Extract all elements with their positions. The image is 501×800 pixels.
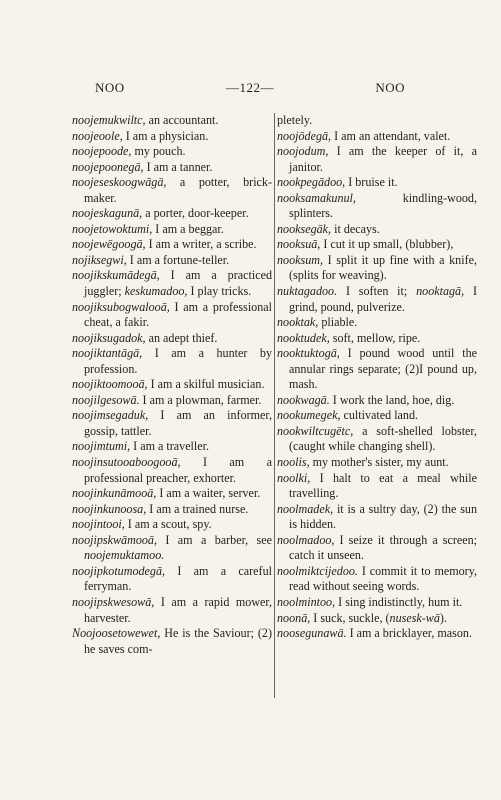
definition: I am the keeper of it, a janitor. <box>289 144 477 174</box>
headword: noolki, <box>277 470 311 485</box>
definition: I bruise it. <box>345 175 398 190</box>
dictionary-entry <box>72 144 272 160</box>
dictionary-entry <box>277 502 477 533</box>
dictionary-entry <box>277 315 477 331</box>
headword: noojepoode, <box>72 144 132 159</box>
headword: noojiktantāgā, <box>72 346 143 361</box>
headword: noolis, <box>277 455 310 470</box>
headword: nookwiltcugētc, <box>277 423 354 438</box>
dictionary-entry <box>72 486 272 502</box>
headword: nookpegādoo, <box>277 175 346 190</box>
headword: noojipskwāmooā, <box>72 532 157 547</box>
definition: I am an attendant, valet. <box>331 128 451 143</box>
headword: nooksuā, <box>277 237 321 252</box>
dictionary-entry <box>277 237 477 253</box>
headword: noonā, <box>277 610 311 625</box>
headword: noojipskwesowā, <box>72 594 155 609</box>
definition: a soft-shelled lobster, (caught while changing shell). <box>289 423 477 454</box>
definition: I am a writer, a scribe. <box>145 237 257 252</box>
definition: I am a scout, spy. <box>124 517 212 532</box>
definition: I am a beggar. <box>152 221 224 236</box>
definition: my mother's sister, my aunt. <box>309 455 449 470</box>
definition: I split it up fine with a knife, (splits for weaving). <box>289 252 477 283</box>
headword: noojiktoomooā, <box>72 377 148 392</box>
headword: noojōdegā, <box>277 128 332 143</box>
headword: noosegunawā. <box>277 626 347 641</box>
definition: it decays. <box>331 221 380 236</box>
definition: I am a careful ferryman. <box>84 563 272 594</box>
headword: noolmadoo, <box>277 532 335 547</box>
definition: I am a fortune-teller. <box>126 252 230 267</box>
dictionary-entry <box>277 253 477 284</box>
dictionary-entry <box>277 626 477 642</box>
headword: noojepoonegā, <box>72 159 144 174</box>
dictionary-entry <box>277 455 477 471</box>
headword: nojiksegwi, <box>72 252 127 267</box>
definition: I am a hunter by profession. <box>84 346 272 376</box>
definition-continued: I grind, pound, pulverize. <box>289 284 477 314</box>
definition: a porter, door-keeper. <box>142 206 249 221</box>
headword: nooksegāk, <box>277 221 332 236</box>
definition: cultivated land. <box>340 408 419 423</box>
dictionary-entry <box>72 408 272 439</box>
headword: noojilgesowā. <box>72 392 140 407</box>
headword: noojipkotumodegā, <box>72 563 166 578</box>
dictionary-entry <box>72 626 272 657</box>
headword: nooktak, <box>277 315 319 330</box>
definition: kindling-wood, splinters. <box>289 190 477 221</box>
dictionary-entry <box>72 346 272 377</box>
headword: noojeseskoogwāgā, <box>72 175 167 190</box>
cross-reference: nooktagā, <box>416 284 465 299</box>
definition: I cut it up small, (blubber), <box>320 237 454 252</box>
definition-continued: I play tricks. <box>187 284 252 299</box>
headword: noolmintoo, <box>277 594 336 609</box>
headword: noolmadek, <box>277 501 334 516</box>
definition: soft, mellow, ripe. <box>329 330 421 345</box>
dictionary-entry <box>277 564 477 595</box>
definition: an accountant. <box>145 113 219 127</box>
dictionary-entry <box>72 533 272 564</box>
definition: I commit it to memory, read without seeing words. <box>289 563 477 594</box>
headword: noojiksubogwalooā, <box>72 299 170 314</box>
headword: noojewēgoogā, <box>72 237 146 252</box>
headword: noojinkunāmooā, <box>72 486 157 501</box>
headword: noojimsegaduk, <box>72 408 149 423</box>
definition: I am a practiced juggler; <box>84 268 272 299</box>
dictionary-entry <box>72 393 272 409</box>
dictionary-entry <box>277 611 477 627</box>
headword: noojodum, <box>277 144 329 159</box>
definition: it is a sultry day, (2) the sun is hidden. <box>289 501 477 532</box>
headword: noojiksugadok, <box>72 330 146 345</box>
definition: I soften it; <box>337 284 417 299</box>
headword: noojikskumādegā, <box>72 268 160 283</box>
headword: nooksum, <box>277 252 324 267</box>
definition: I seize it through a screen; catch it unseen. <box>289 532 477 563</box>
running-header <box>95 80 405 102</box>
dictionary-entry <box>72 129 272 145</box>
headword: noolmiktcijedoo. <box>277 563 358 578</box>
definition: I am a professional cheat, a fakir. <box>84 299 272 330</box>
dictionary-entry <box>72 206 272 222</box>
dictionary-entry <box>72 502 272 518</box>
definition: I am a tanner. <box>143 159 213 174</box>
cross-reference: keskumadoo, <box>124 284 188 299</box>
definition: I am a professional preacher, exhorter. <box>84 455 272 485</box>
header-left-guideword: NOO <box>95 80 125 95</box>
page-number: —122— <box>226 80 274 95</box>
definition: an adept thief. <box>145 330 218 345</box>
dictionary-entry <box>277 424 477 455</box>
dictionary-entry <box>72 564 272 595</box>
dictionary-entry <box>277 533 477 564</box>
dictionary-entry <box>277 595 477 611</box>
headword: noojeoole, <box>72 128 123 143</box>
headword: Noojoosetowewet, <box>72 626 161 641</box>
dictionary-entry <box>72 222 272 238</box>
dictionary-entry <box>72 331 272 347</box>
headword: noojeskagunā, <box>72 206 143 221</box>
definition: I work the land, hoe, dig. <box>329 392 455 407</box>
definition: I am a rapid mower, harvester. <box>84 594 272 625</box>
cross-reference: nusesk-wā <box>389 610 440 625</box>
headword: nookwagā. <box>277 392 330 407</box>
dictionary-entry <box>277 284 477 315</box>
dictionary-entry <box>72 268 272 299</box>
definition: I am a traveller. <box>130 439 210 454</box>
headword: nuktagadoo. <box>277 284 338 299</box>
cross-reference: noojemuktamoo. <box>84 548 165 563</box>
definition: He is the Saviour; (2) he saves com- <box>84 626 272 656</box>
headword: nooktuktogā, <box>277 346 340 361</box>
dictionary-entry <box>277 113 477 129</box>
definition: pletely. <box>277 113 313 127</box>
left-column <box>72 113 275 698</box>
headword: noojinkunoosa, <box>72 501 147 516</box>
definition: I suck, suckle, ( <box>310 610 390 625</box>
dictionary-entry <box>277 471 477 502</box>
dictionary-entry <box>72 175 272 206</box>
dictionary-entry <box>72 253 272 269</box>
headword: noojetowoktumi, <box>72 221 153 236</box>
definition: I am a physician. <box>122 128 209 143</box>
dictionary-entry <box>277 222 477 238</box>
dictionary-entry <box>277 191 477 222</box>
definition: I am a trained nurse. <box>146 501 249 516</box>
right-column <box>277 113 477 642</box>
dictionary-entry <box>277 346 477 393</box>
definition: pliable. <box>318 315 358 330</box>
definition: a potter, brick-maker. <box>84 175 272 205</box>
definition: I am a waiter, server. <box>156 486 261 501</box>
headword: noojinsutooaboogooā, <box>72 455 181 470</box>
definition: I halt to eat a meal while travelling. <box>289 470 477 501</box>
dictionary-entry <box>277 175 477 191</box>
definition-continued: ). <box>439 610 447 625</box>
definition: I am a bricklayer, mason. <box>346 626 472 641</box>
dictionary-entry <box>72 377 272 393</box>
dictionary-entry <box>277 331 477 347</box>
dictionary-entry <box>277 144 477 175</box>
header-right-guideword: NOO <box>375 80 405 95</box>
definition: my pouch. <box>131 144 186 159</box>
headword: noojimtumi, <box>72 439 131 454</box>
dictionary-entry <box>72 595 272 626</box>
headword: noojintooi, <box>72 517 125 532</box>
dictionary-entry <box>277 408 477 424</box>
headword: nooktudek, <box>277 330 330 345</box>
dictionary-entry <box>72 455 272 486</box>
definition: I am a skilful musician. <box>147 377 265 392</box>
definition: I am an informer, gossip, tattler. <box>84 408 272 438</box>
dictionary-entry <box>72 517 272 533</box>
dictionary-entry <box>277 393 477 409</box>
definition: I am a plowman, farmer. <box>139 392 262 407</box>
headword: noojemukwiltc, <box>72 113 146 127</box>
definition: I am a barber, see <box>157 532 272 547</box>
dictionary-entry <box>72 439 272 455</box>
definition: I pound wood until the annular rings separate; (2)I pound up, mash. <box>289 346 477 392</box>
dictionary-entry <box>72 113 272 129</box>
headword: nooksamakunul, <box>277 190 356 205</box>
dictionary-entry <box>72 237 272 253</box>
definition: I sing indistinctly, hum it. <box>335 594 463 609</box>
headword: nookumegek, <box>277 408 341 423</box>
dictionary-entry <box>72 160 272 176</box>
dictionary-entry <box>72 300 272 331</box>
dictionary-entry <box>277 129 477 145</box>
